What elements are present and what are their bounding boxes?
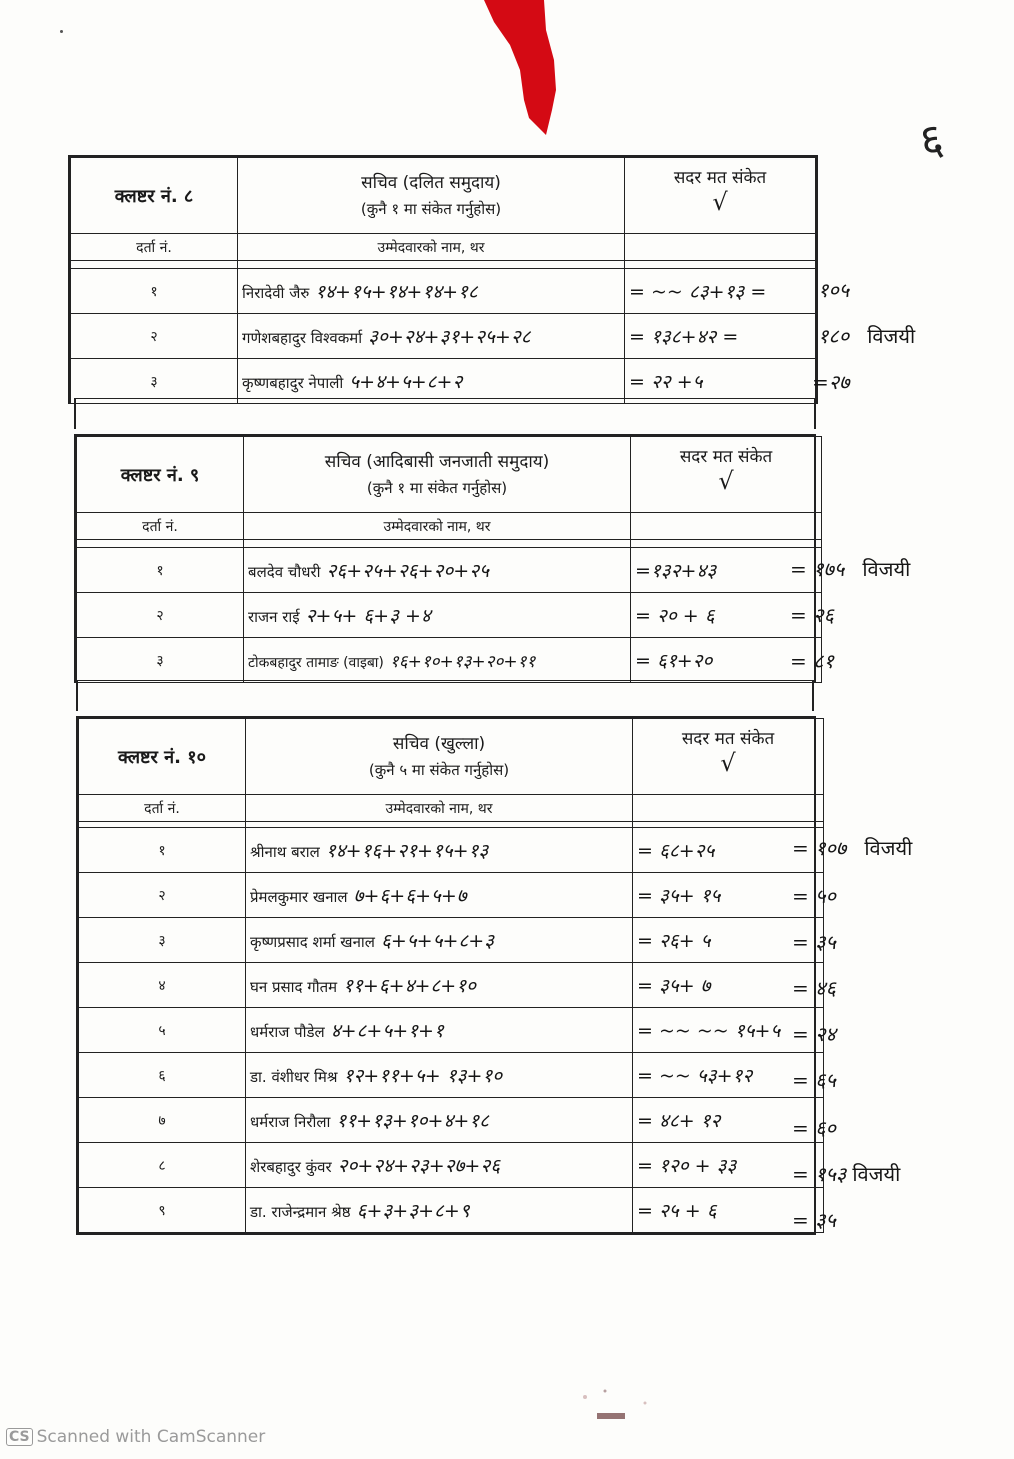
candidate-name: राजन राई: [248, 608, 300, 626]
serial-no: १: [71, 269, 238, 314]
tally: ४+८+५+१+१: [330, 1020, 444, 1042]
vote-calc: = १२० + ३३: [633, 1143, 824, 1188]
serial-no: २: [71, 314, 238, 359]
vote-calc: = ६१+२०: [631, 638, 822, 683]
serial-no: १: [77, 548, 244, 593]
post-title: सचिव (आदिबासी जनजाती समुदाय): [324, 451, 550, 472]
instruction: (कुनै ५ मा संकेत गर्नुहोस): [368, 760, 510, 779]
total-row: [818, 276, 849, 303]
tally: १४+१६+२१+१५+१३: [325, 840, 489, 862]
candidate-row: [79, 828, 824, 873]
candidate-row: [71, 359, 816, 404]
total-row: [792, 1066, 836, 1093]
total-votes: = ६०: [792, 1116, 836, 1140]
cluster-label: क्लष्टर नं. १०: [79, 719, 246, 795]
vote-calc: =१३२+४३: [631, 548, 822, 593]
cluster-9-table: [74, 434, 816, 683]
candidate-row: [77, 638, 822, 683]
tally: २६+२५+२६+२०+२५: [326, 560, 489, 582]
post-title-cell: [238, 158, 625, 234]
reg-no-label: दर्ता नं.: [77, 513, 244, 540]
candidate-name: धर्मराज पौडेल: [250, 1023, 325, 1041]
post-title: सचिव (दलित समुदाय): [361, 172, 501, 193]
tally: ५+४+५+८+२: [349, 371, 463, 393]
serial-no: ३: [71, 359, 238, 404]
candidate-row: [79, 873, 824, 918]
scanner-watermark: [6, 1427, 265, 1447]
tally: ६+५+५+८+३: [380, 930, 495, 952]
tally: १२+११+५+ १३+१०: [343, 1065, 503, 1087]
candidate-name: शेरबहादुर कुंवर: [250, 1158, 332, 1176]
total-row: [792, 834, 912, 861]
section-gap: [76, 680, 814, 711]
blank-cell: [625, 234, 816, 261]
total-votes: = ३५: [792, 930, 836, 954]
serial-no: ४: [79, 963, 246, 1008]
vote-calc: = ३५+ ७: [633, 963, 824, 1008]
valid-vote-header: [625, 158, 816, 234]
candidate-name: बलदेव चौधरी: [248, 563, 321, 581]
post-title-cell: [246, 719, 633, 795]
candidate-name: निरादेवी जैरु: [242, 284, 310, 302]
red-ink-mark: [484, 0, 564, 140]
candidate-label: उम्मेदवारको नाम, थर: [244, 513, 631, 540]
page-number: ६: [916, 113, 947, 168]
cluster-label: क्लष्टर नं. ९: [77, 437, 244, 513]
vote-calc: = ४८+ १२: [633, 1098, 824, 1143]
tally: ३०+२४+३१+२५+२८: [368, 326, 531, 348]
check-mark-icon: √: [718, 467, 734, 495]
faint-stamp-mark: [575, 1385, 665, 1425]
total-row: [790, 601, 834, 628]
cluster-label: क्लष्टर नं. ८: [71, 158, 238, 234]
candidate-row: [77, 548, 822, 593]
tally: ११+६+४+८+१०: [343, 975, 476, 997]
check-mark-icon: √: [712, 188, 728, 216]
post-title: सचिव (खुल्ला): [392, 733, 486, 754]
total-row: [792, 928, 836, 955]
instruction: (कुनै १ मा संकेत गर्नुहोस): [366, 478, 508, 497]
total-row: [792, 1114, 836, 1141]
total-row: [792, 1160, 900, 1187]
tally: १६+१०+१३+२०+११: [389, 651, 536, 672]
total-row: [812, 368, 850, 395]
vote-calc: = ~~ ~~ १५+५: [633, 1008, 824, 1053]
total-row: [818, 322, 915, 349]
valid-vote-header: [631, 437, 822, 513]
candidate-name: डा. वंशीधर मिश्र: [250, 1068, 338, 1086]
candidate-label: उम्मेदवारको नाम, थर: [238, 234, 625, 261]
serial-no: २: [77, 593, 244, 638]
candidate-row: [71, 269, 816, 314]
winner-note: विजयी: [852, 1162, 901, 1186]
total-votes: = १५३: [792, 1162, 847, 1186]
serial-no: ७: [79, 1098, 246, 1143]
tally: ७+६+६+५+७: [353, 885, 467, 907]
serial-no: ३: [77, 638, 244, 683]
total-votes: = १०७: [792, 836, 847, 860]
serial-no: ८: [79, 1143, 246, 1188]
check-mark-icon: √: [720, 749, 736, 777]
candidate-label: उम्मेदवारको नाम, थर: [246, 795, 633, 822]
candidate-row: [79, 918, 824, 963]
winner-note: विजयी: [867, 324, 916, 348]
vote-calc: = ६८+२५: [633, 828, 824, 873]
candidate-row: [79, 1143, 824, 1188]
serial-no: ३: [79, 918, 246, 963]
reg-no-label: दर्ता नं.: [79, 795, 246, 822]
winner-note: विजयी: [862, 557, 911, 581]
instruction: (कुनै १ मा संकेत गर्नुहोस): [360, 199, 502, 218]
total-row: [792, 974, 836, 1001]
candidate-name: डा. राजेन्द्रमान श्रेष्ठ: [250, 1203, 351, 1221]
total-votes: = ३५: [792, 1208, 836, 1232]
candidate-name: गणेशबहादुर विश्वकर्मा: [242, 329, 363, 347]
cluster-8-table: [68, 155, 818, 404]
candidate-row: [79, 1053, 824, 1098]
total-votes: = १७५: [790, 557, 845, 581]
tally: २०+२४+२३+२७+२६: [337, 1155, 501, 1177]
total-votes: १८०: [818, 324, 850, 348]
post-title-cell: [244, 437, 631, 513]
candidate-name: घन प्रसाद गौतम: [250, 978, 338, 996]
total-votes: = २४: [792, 1022, 836, 1046]
total-votes: =२७: [812, 370, 850, 394]
total-votes: = ६५: [792, 1068, 836, 1092]
vote-calc: = २० + ६: [631, 593, 822, 638]
reg-no-label: दर्ता नं.: [71, 234, 238, 261]
candidate-row: [79, 963, 824, 1008]
valid-vote-label: सदर मत संकेत: [681, 729, 775, 749]
serial-no: ६: [79, 1053, 246, 1098]
candidate-name: प्रेमलकुमार खनाल: [250, 888, 348, 906]
serial-no: २: [79, 873, 246, 918]
vote-calc: = ~~ ८३+१३ =: [625, 269, 816, 314]
valid-vote-label: सदर मत संकेत: [673, 168, 767, 188]
vote-calc: = २२ +५: [625, 359, 816, 404]
candidate-name: टोकबहादुर तामाङ (वाइबा): [248, 654, 384, 671]
tally: ११+१३+१०+४+१८: [336, 1110, 490, 1132]
vote-calc: = २५ + ६: [633, 1188, 824, 1233]
vote-calc: = ३५+ १५: [633, 873, 824, 918]
total-votes: = ५०: [792, 884, 836, 908]
valid-vote-label: सदर मत संकेत: [679, 447, 773, 467]
total-votes: = २६: [790, 603, 834, 627]
total-row: [792, 882, 836, 909]
candidate-name: कृष्णप्रसाद शर्मा खनाल: [250, 933, 375, 951]
cluster-10-table: [76, 716, 816, 1235]
winner-note: विजयी: [864, 836, 913, 860]
scanner-text: Scanned with CamScanner: [36, 1427, 266, 1447]
candidate-row: [79, 1188, 824, 1233]
tally: २+५+ ६+३ +४: [305, 605, 431, 627]
total-row: [792, 1020, 836, 1047]
candidate-row: [77, 593, 822, 638]
candidate-name: धर्मराज निरौला: [250, 1113, 331, 1131]
blank-cell: [633, 795, 824, 822]
tally: १४+१५+१४+१४+१८: [315, 281, 478, 303]
serial-no: ९: [79, 1188, 246, 1233]
vote-calc: = १३८+४२ =: [625, 314, 816, 359]
serial-no: १: [79, 828, 246, 873]
tally: ६+३+३+८+९: [356, 1200, 470, 1222]
candidate-name: श्रीनाथ बराल: [250, 843, 320, 861]
valid-vote-header: [633, 719, 824, 795]
candidate-row: [71, 314, 816, 359]
total-votes: = ४६: [792, 976, 836, 1000]
vote-calc: = ~~ ५३+१२: [633, 1053, 824, 1098]
total-row: [792, 1206, 836, 1233]
section-gap: [74, 398, 816, 429]
blank-cell: [631, 513, 822, 540]
camscanner-logo-icon: CS: [6, 1428, 33, 1446]
scan-speck: [60, 30, 63, 33]
vote-calc: = २६+ ५: [633, 918, 824, 963]
candidate-row: [79, 1098, 824, 1143]
total-votes: १०५: [818, 278, 850, 302]
total-votes: = ८१: [790, 649, 834, 673]
total-row: [790, 647, 834, 674]
serial-no: ५: [79, 1008, 246, 1053]
candidate-row: [79, 1008, 824, 1053]
candidate-name: कृष्णबहादुर नेपाली: [242, 374, 344, 392]
total-row: [790, 555, 910, 582]
